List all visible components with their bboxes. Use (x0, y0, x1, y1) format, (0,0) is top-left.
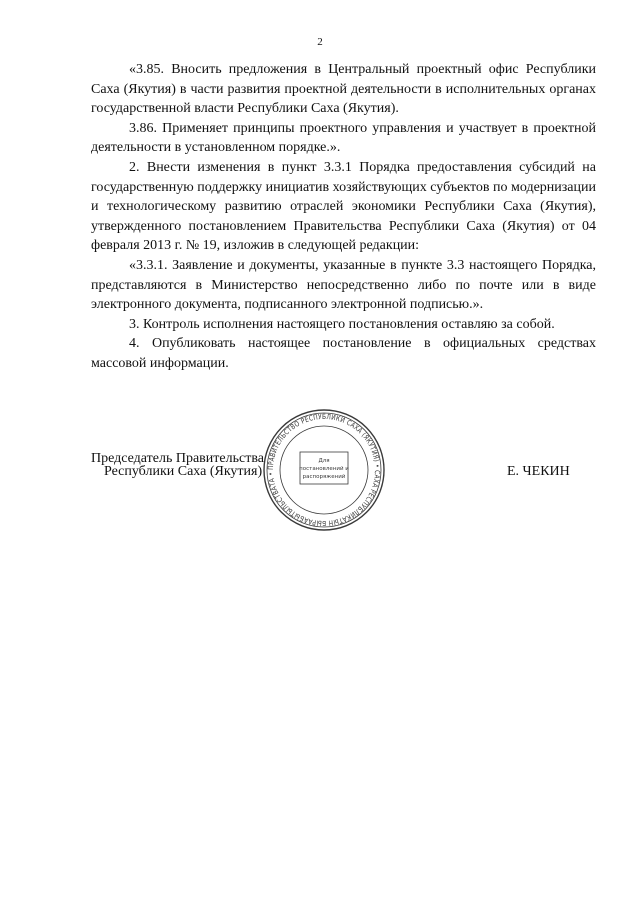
paragraph-3-86: 3.86. Применяет принципы проектного управления и участвует в проектной деятельности в установленном порядке.». (91, 120, 596, 156)
signatory-position-line2: Республики Саха (Якутия) (104, 464, 263, 479)
official-seal-stamp (262, 408, 386, 532)
paragraph-3-3-1: «3.3.1. Заявление и документы, указанные в пункте 3.3 настоящего Порядка, представляются в Министерство непосредственно либо по почте или в виде электронного документа, подписанного электронной подписью.». (91, 257, 596, 313)
signatory-position-line1: Председатель Правительства (91, 451, 264, 466)
signatory-name: Е. ЧЕКИН (507, 464, 570, 479)
paragraph-item-4: 4. Опубликовать настоящее постановление в официальных средствах массовой информации. (91, 336, 596, 371)
document-body (91, 60, 596, 374)
svg-text:Для: Для (318, 458, 330, 464)
page-number: 2 (317, 36, 323, 48)
paragraph-item-2: 2. Внести изменения в пункт 3.3.1 Порядка предоставления субсидий на государственную поддержку инициатив хозяйствующих субъектов по модернизации и технологическому развитию отраслей экономики Республики Саха (Якутия), утвержденного постановлением Правительства Республики Саха (Якутия) от 04 февраля 2013 г. № 19, изложив в следующей редакции: (91, 159, 596, 254)
svg-text:распоряжений: распоряжений (302, 474, 346, 480)
svg-text:ПРАВИТЕЛЬСТВО РЕСПУБЛИКИ САХА: ПРАВИТЕЛЬСТВО РЕСПУБЛИКИ САХА (ЯКУТИЯ) • САХА РЕСПУБЛИКАТЫН БЫРААБЫТЫЛЬСТВАТА • (265, 411, 383, 529)
svg-text:постановлений и: постановлений и (299, 466, 349, 472)
paragraph-3-85: «3.85. Вносить предложения в Центральный проектный офис Республики Саха (Якутия) в части развития проектной деятельности в исполнительных органах государственной власти Республики Саха (Якутия). (91, 62, 596, 117)
paragraph-item-3: 3. Контроль исполнения настоящего постановления оставляю за собой. (129, 316, 555, 332)
